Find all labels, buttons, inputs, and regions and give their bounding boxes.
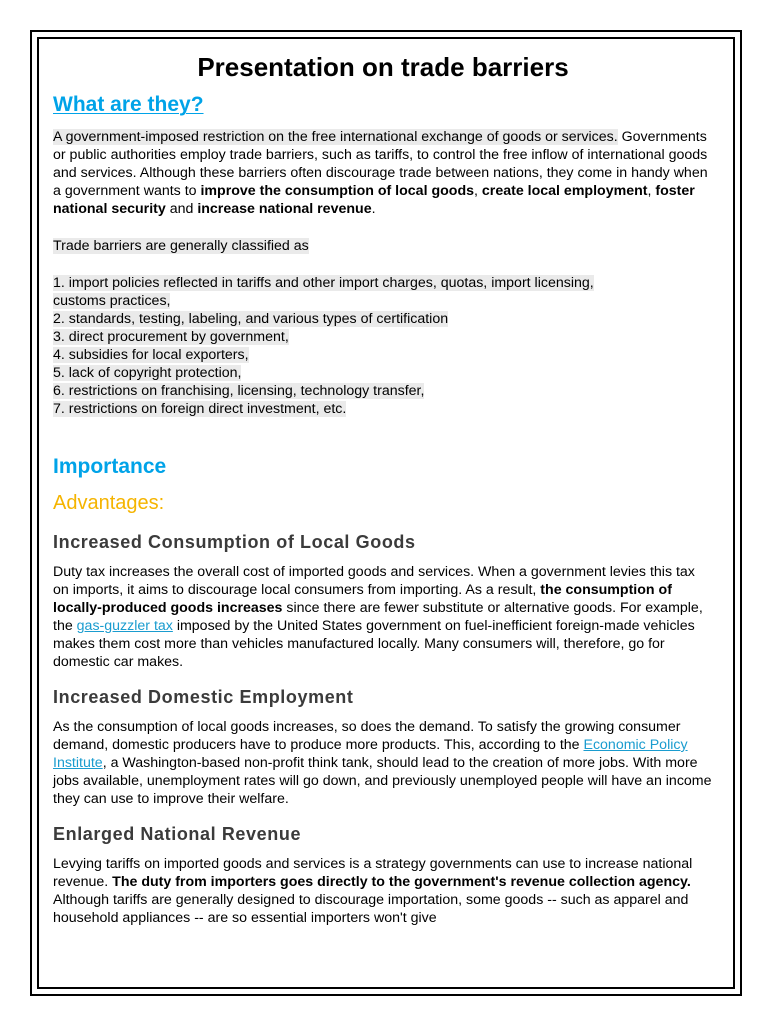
list-item: 1. import policies reflected in tariffs and other import charges, quotas, import licensing, [53,275,594,291]
bold-create-employment: create local employment [481,183,648,199]
bold-foster-security: foster national security [53,183,695,217]
paragraph-increased-employment: As the consumption of local goods increases, so does the demand. To satisfy the growing consumer demand, domestic producers have to produce more products. This, according to the Economic Policy Institute, a Washington-based non-profit think tank, should lead to the creation of more jobs. With more jobs available, unemployment rates will go down, and previously unemployed people will have an income they can use to improve their welfare. [53,719,712,807]
heading-what-are-they: What are they? [53,93,204,116]
intro-paragraph: A government-imposed restriction on the free international exchange of goods or services. Governments or public authorities employ trade barriers, such as tariffs, to control the free inflow of international goods and services. Although these barriers often discourage trade between nations, they come in handy when a government wants to improve the consumption of local goods, create local employment, foster national security and increase national revenue. [53,129,708,217]
gas-guzzler-tax-link[interactable]: gas-guzzler tax [76,618,173,634]
list-item: 7. restrictions on foreign direct investment, etc. [53,401,347,417]
classified-intro: Trade barriers are generally classified as [53,238,309,254]
paragraph-increased-consumption: Duty tax increases the overall cost of imported goods and services. When a government levies this tax on imports, it aims to discourage local consumers from importing. As a result, the consumption of locally-produced goods increases since there are fewer substitute or alternative goods. For example, the gas-guzzler tax imposed by the United States government on fuel-inefficient foreign-made vehicles makes them cost more than vehicles manufactured locally. Many consumers will, therefore, go for domestic car makes. [53,564,703,670]
heading-increased-consumption: Increased Consumption of Local Goods [53,532,416,552]
list-item: 5. lack of copyright protection, [53,365,242,381]
list-item: 3. direct procurement by government, [53,329,289,345]
list-item: customs practices, [53,293,171,309]
bold-consumption-increases: the consumption of locally-produced goods increases [53,582,672,616]
bold-increase-revenue: increase national revenue [197,201,372,217]
list-item: 6. restrictions on franchising, licensing, technology transfer, [53,383,425,399]
list-item: 2. standards, testing, labeling, and various types of certification [53,311,449,327]
list-item: 4. subsidies for local exporters, [53,347,249,363]
bold-improve-consumption: improve the consumption of local goods [200,183,475,199]
heading-enlarged-revenue: Enlarged National Revenue [53,824,302,844]
heading-advantages: Advantages: [53,492,165,514]
document-content [53,46,713,927]
intro-definition: A government-imposed restriction on the free international exchange of goods or services. [53,129,618,145]
classification-list [53,274,713,418]
heading-importance: Importance [53,455,167,478]
document-title: Presentation on trade barriers [197,52,569,82]
economic-policy-institute-link[interactable]: Economic Policy Institute [53,737,688,771]
bold-duty-revenue: The duty from importers goes directly to the government's revenue collection agency. [112,874,691,890]
heading-increased-employment: Increased Domestic Employment [53,687,354,707]
paragraph-enlarged-revenue: Levying tariffs on imported goods and services is a strategy governments can use to increase national revenue. The duty from importers goes directly to the government's revenue collection agency. Although tariffs are generally designed to discourage importation, some goods -- such as apparel and household appliances -- are so essential importers won't give [53,856,693,926]
